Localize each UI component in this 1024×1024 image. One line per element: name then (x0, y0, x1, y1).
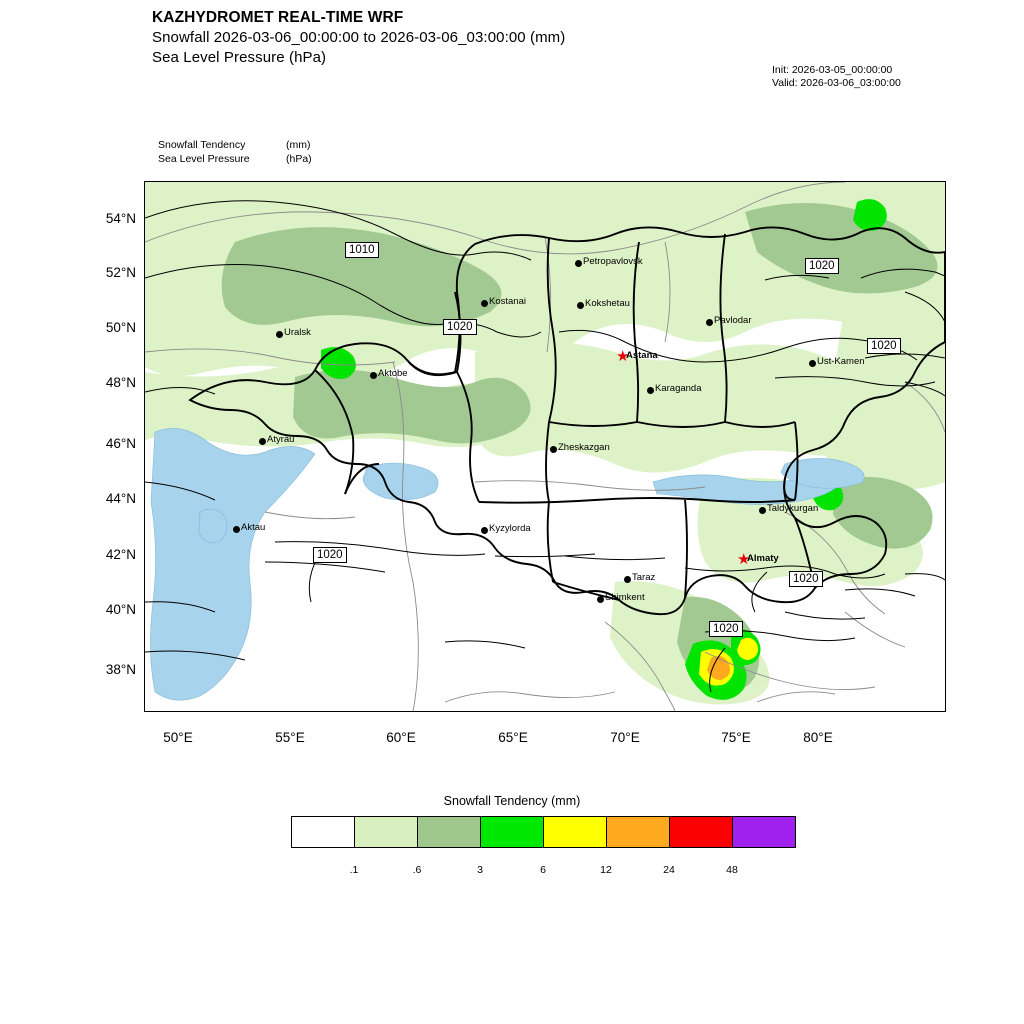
city-dot (809, 360, 816, 367)
city-label: Karaganda (655, 383, 702, 394)
city-label: Atyrau (267, 434, 295, 445)
city-label: Ust-Kamen (817, 356, 865, 367)
city-dot (624, 576, 631, 583)
colorbar-swatch-4 (544, 817, 607, 847)
city-dot (759, 507, 766, 514)
title-subline-pressure: Sea Level Pressure (hPa) (152, 49, 327, 66)
city-dot (233, 526, 240, 533)
city-dot (575, 260, 582, 267)
colorbar-tick-1: .6 (412, 864, 422, 876)
city-label: Taraz (632, 572, 656, 583)
page-title: KAZHYDROMET REAL-TIME WRF (152, 9, 404, 26)
colorbar-tick-0: .1 (349, 864, 359, 876)
y-tick-48N: 48°N (105, 375, 136, 390)
city-dot (370, 372, 377, 379)
colorbar-swatch-0 (292, 817, 355, 847)
city-label: Almaty (747, 553, 779, 564)
city-dot (481, 300, 488, 307)
init-valid-block (772, 64, 901, 90)
city-dot (481, 527, 488, 534)
city-dot (597, 596, 604, 603)
city-label: Taldykurgan (767, 503, 819, 514)
city-dot (276, 331, 283, 338)
sub-legend-row-pressure (158, 152, 312, 166)
map-plot-area (144, 181, 946, 712)
y-tick-52N: 52°N (105, 265, 136, 280)
pressure-label-1010: 1010 (345, 242, 379, 258)
city-label: Aktau (241, 522, 266, 533)
pressure-label-1020-w: 1020 (313, 547, 347, 563)
colorbar-tick-6: 48 (726, 864, 738, 876)
colorbar-title: Snowfall Tendency (mm) (443, 794, 581, 808)
city-label: Aktobe (378, 368, 408, 379)
colorbar-ticks (291, 864, 796, 880)
y-tick-46N: 46°N (105, 436, 136, 451)
sub-legend-row-snowfall (158, 138, 312, 152)
pressure-label-1020-n: 1020 (443, 319, 477, 335)
colorbar (291, 816, 796, 848)
sub-legend-label-pressure: Sea Level Pressure (158, 153, 250, 165)
city-dot (550, 446, 557, 453)
colorbar-tick-2: 3 (477, 864, 483, 876)
city-dot (259, 438, 266, 445)
colorbar-tick-5: 24 (663, 864, 675, 876)
pressure-label-1020-se: 1020 (789, 571, 823, 587)
sub-legend (158, 138, 312, 166)
city-label: Pavlodar (714, 315, 752, 326)
colorbar-swatch-6 (670, 817, 733, 847)
pressure-label-1020-east: 1020 (867, 338, 901, 354)
colorbar-swatch-2 (418, 817, 481, 847)
sub-legend-label-snowfall: Snowfall Tendency (158, 139, 246, 151)
y-tick-54N: 54°N (105, 211, 136, 226)
title-subline-snowfall: Snowfall 2026-03-06_00:00:00 to 2026-03-06_03:00:00 (mm) (152, 29, 566, 46)
city-label: Kokshetau (585, 298, 630, 309)
colorbar-swatch-3 (481, 817, 544, 847)
city-dot (706, 319, 713, 326)
colorbar-swatch-1 (355, 817, 418, 847)
sub-legend-unit-snowfall: (mm) (286, 139, 311, 151)
sub-legend-unit-pressure: (hPa) (286, 153, 312, 165)
x-tick-50E: 50°E (163, 730, 193, 745)
city-label: Zheskazgan (558, 442, 610, 453)
city-label: Uralsk (284, 327, 311, 338)
valid-time: Valid: 2026-03-06_03:00:00 (772, 77, 901, 89)
capital-star-icon: ★ (737, 551, 751, 568)
city-label: Astana (626, 350, 658, 361)
city-label: Petropavlovsk (583, 256, 643, 267)
init-time: Init: 2026-03-05_00:00:00 (772, 64, 893, 76)
x-tick-75E: 75°E (721, 730, 751, 745)
colorbar-swatch-7 (733, 817, 795, 847)
x-tick-70E: 70°E (610, 730, 640, 745)
title-block (152, 8, 852, 68)
city-label: Kyzylorda (489, 523, 531, 534)
y-tick-44N: 44°N (105, 491, 136, 506)
colorbar-tick-4: 12 (600, 864, 612, 876)
x-tick-60E: 60°E (386, 730, 416, 745)
x-tick-65E: 65°E (498, 730, 528, 745)
city-label: Kostanai (489, 296, 526, 307)
city-label: Shimkent (605, 592, 645, 603)
city-dot (577, 302, 584, 309)
y-tick-38N: 38°N (105, 662, 136, 677)
colorbar-swatch-5 (607, 817, 670, 847)
y-tick-42N: 42°N (105, 547, 136, 562)
pressure-label-1020-s: 1020 (709, 621, 743, 637)
capital-star-icon: ★ (616, 348, 630, 365)
colorbar-tick-3: 6 (540, 864, 546, 876)
x-tick-80E: 80°E (803, 730, 833, 745)
x-tick-55E: 55°E (275, 730, 305, 745)
city-dot (647, 387, 654, 394)
y-tick-40N: 40°N (105, 602, 136, 617)
pressure-label-1020-ne: 1020 (805, 258, 839, 274)
y-tick-50N: 50°N (105, 320, 136, 335)
